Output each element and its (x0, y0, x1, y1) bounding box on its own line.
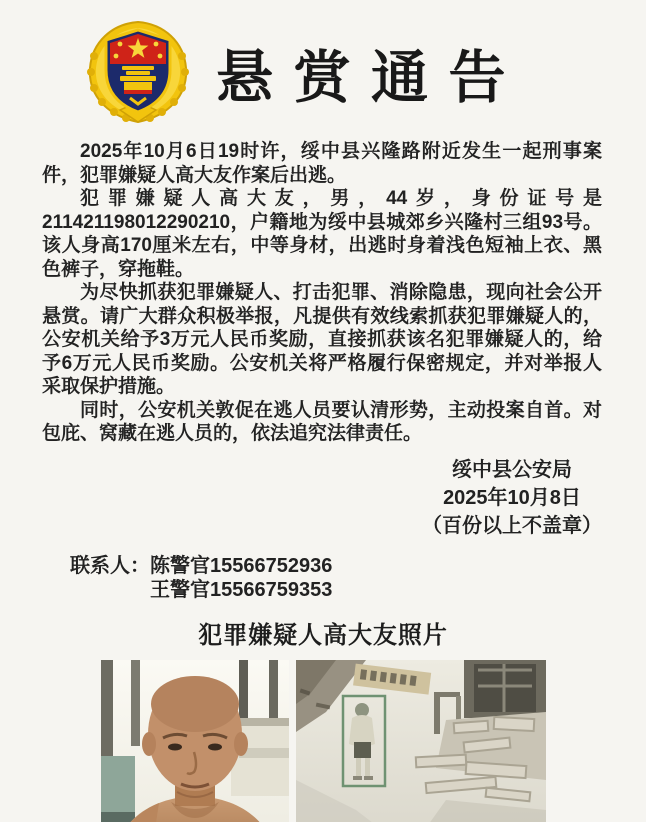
contact-block (70, 554, 646, 602)
suspect-portrait-photo (101, 660, 289, 822)
cctv-snapshot-photo (296, 660, 546, 822)
signature-block (422, 456, 602, 540)
suspect-photos (0, 660, 646, 822)
paragraph-reward-terms: 为尽快抓获犯罪嫌疑人、打击犯罪、消除隐患，现向社会公开悬赏。请广大群众积极举报，凡提供有效线索抓获犯罪嫌疑人的，公安机关给予3万元人民币奖励，直接抓获该名犯罪嫌疑人的，给予6万元人民币奖励。公安机关将严格履行保密规定，并对举报人采取保护措施。 (42, 282, 602, 397)
paragraph-suspect-description: 犯罪嫌疑人高大友，男，44岁，身份证号是211421198012290210，户籍地为绥中县城郊乡兴隆村三组93号。该人身高170厘米左右，中等身材，出逃时身着浅色短袖上衣、黑色裤子，穿拖鞋。 (42, 188, 602, 280)
issue-date: 2025年10月8日 (443, 486, 581, 509)
paragraph-incident: 2025年10月6日19时许，绥中县兴隆路附近发生一起刑事案件，犯罪嫌疑人高大友作案后出逃。 (42, 141, 602, 186)
police-badge-icon (80, 18, 196, 124)
issuing-agency: 绥中县公安局 (452, 458, 572, 481)
contact-phone-chen: 陈警官15566752936 (150, 554, 333, 577)
notice-title: 悬赏通告 (215, 46, 527, 110)
contact-phone-wang: 王警官15566759353 (150, 578, 333, 601)
contact-label: 联系人： (70, 554, 150, 577)
seal-note: （百份以上不盖章） (422, 514, 602, 537)
notice-body (42, 140, 602, 446)
photo-section-caption: 犯罪嫌疑人高大友照片 (198, 621, 448, 649)
paragraph-surrender-warning: 同时，公安机关敦促在逃人员要认清形势，主动投案自首。对包庇、窝藏在逃人员的，依法追究法律责任。 (42, 399, 602, 444)
notice-header (0, 0, 606, 124)
